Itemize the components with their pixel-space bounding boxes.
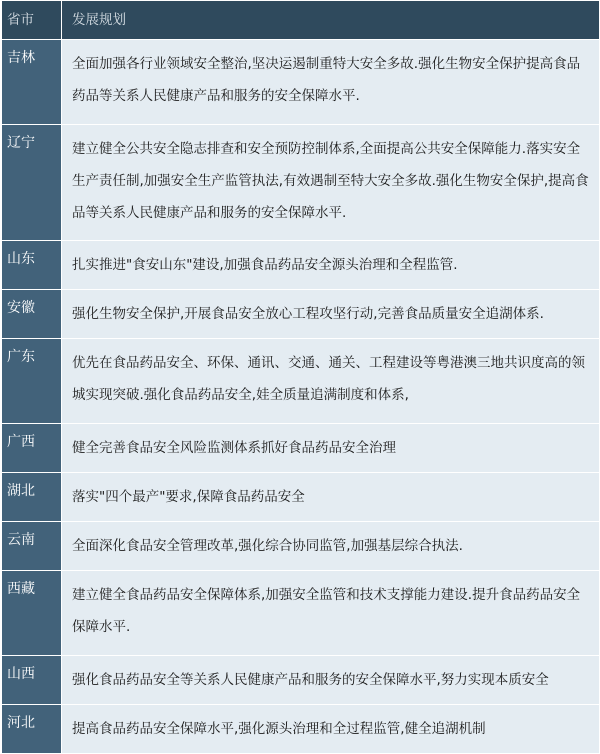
province-cell: 西藏 [2, 571, 62, 656]
province-cell: 吉林 [2, 40, 62, 125]
plan-cell: 强化生物安全保护,开展食品安全放心工程攻坚行动,完善食品质量安全追湖体系. [62, 290, 600, 339]
plan-cell: 建立健全食品药品安全保障体系,加强安全监管和技术支撑能力建设.提升食品药品安全保障水平. [62, 571, 600, 656]
plan-cell: 落实"四个最产"要求,保障食品药品安全 [62, 473, 600, 522]
province-cell: 广东 [2, 339, 62, 424]
province-cell: 云南 [2, 522, 62, 571]
plan-cell: 健全完善食品安全风险监测体系抓好食品药品安全治理 [62, 424, 600, 473]
table-row [2, 241, 600, 290]
table-row [2, 339, 600, 424]
plan-cell: 全面深化食品安全管理改革,强化综合协同监管,加强基层综合执法. [62, 522, 600, 571]
province-cell: 辽宁 [2, 125, 62, 241]
header-province: 省市 [2, 1, 62, 40]
plan-cell: 提高食品药品安全保障水平,强化源头治理和全过程监管,健全追湖机制 [62, 705, 600, 754]
province-cell: 山西 [2, 656, 62, 705]
plan-cell: 强化食品药品安全等关系人民健康产品和服务的安全保障水平,努力实现本质安全 [62, 656, 600, 705]
table-row [2, 125, 600, 241]
plan-table [1, 0, 600, 754]
plan-cell: 优先在食品药品安全、环保、通讯、交通、通关、工程建设等粤港澳三地共识度高的领城实现突破.强化食品药品安全,娃全质量追满制度和体系, [62, 339, 600, 424]
province-cell: 山东 [2, 241, 62, 290]
table-row [2, 473, 600, 522]
table-row [2, 705, 600, 754]
province-cell: 安徽 [2, 290, 62, 339]
table-row [2, 571, 600, 656]
plan-cell: 建立健全公共安全隐志排查和安全预防控制体系,全面提高公共安全保障能力.落实安全生产责任制,加强安全生产监管执法,有效遇制至特大安全多故.强化生物安全保护,提高食品等关系人民健康产品和服务的安全保障水平. [62, 125, 600, 241]
table-row [2, 424, 600, 473]
table-row [2, 522, 600, 571]
header-plan: 发展规划 [62, 1, 600, 40]
plan-cell: 扎实推进"食安山东"建设,加强食品药品安全源头治理和全程监管. [62, 241, 600, 290]
plan-cell: 全面加强各行业领域安全整治,坚决运遏制重特大安全多故.强化生物安全保护提高食品药品等关系人民健康产品和服务的安全保障水平. [62, 40, 600, 125]
table-row [2, 40, 600, 125]
province-cell: 河北 [2, 705, 62, 754]
table-header-row [2, 1, 600, 40]
province-cell: 广西 [2, 424, 62, 473]
province-cell: 湖北 [2, 473, 62, 522]
table-row [2, 290, 600, 339]
table-row [2, 656, 600, 705]
